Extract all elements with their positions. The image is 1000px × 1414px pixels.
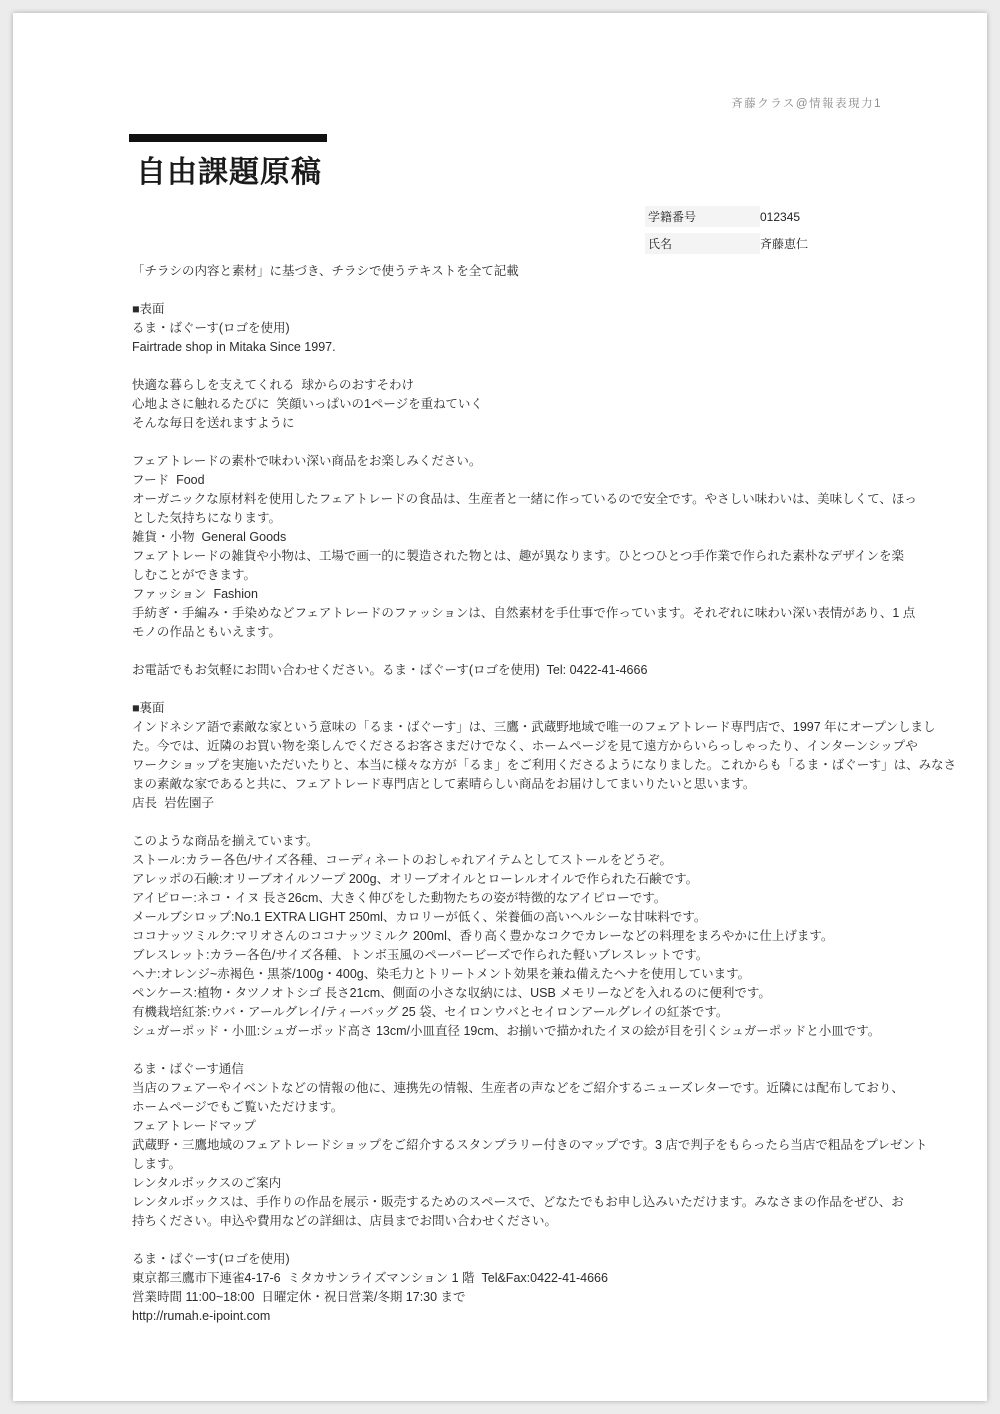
body-line	[132, 642, 932, 661]
body-line: インドネシア語で素敵な家という意味の「るま・ばぐーす」は、三鷹・武蔵野地域で唯一のフェアトレード専門店で、1997 年にオープンしまし	[132, 720, 936, 734]
page-title: 自由課題原稿	[136, 156, 322, 189]
body-line: ■表面	[132, 302, 165, 316]
body-line: るま・ばぐーす通信	[132, 1062, 244, 1076]
body-line: フェアトレードの雑貨や小物は、工場で画一的に製造された物とは、趣が異なります。ひとつひとつ手作業で作られた素朴なデザインを楽	[132, 549, 905, 563]
body-line: お電話でもお気軽にお問い合わせください。るま・ばぐーす(ロゴを使用) Tel: 0422-41-4666	[132, 663, 648, 677]
body-line: ペンケース:植物・タツノオトシゴ 長さ21cm、側面の小さな収納には、USB メモリーなどを入れるのに便利です。	[132, 986, 771, 1000]
student-id-row	[645, 203, 808, 230]
student-info-table	[645, 203, 808, 257]
body-line: 営業時間 11:00~18:00 日曜定休・祝日営業/冬期 17:30 まで	[132, 1290, 466, 1304]
body-line: ホームページでもご覧いただけます。	[132, 1100, 344, 1114]
body-line: ココナッツミルク:マリオさんのココナッツミルク 200ml、香り高く豊かなコクでカレーなどの料理をまろやかに仕上げます。	[132, 929, 834, 943]
body-line: 「チラシの内容と素材」に基づき、チラシで使うテキストを全て記載	[132, 264, 519, 278]
body-line: フェアトレードマップ	[132, 1119, 256, 1133]
body-line: ブレスレット:カラー各色/サイズ各種、トンボ玉風のペーパービーズで作られた軽いブレスレットです。	[132, 948, 709, 962]
body-line: 雑貨・小物 General Goods	[132, 530, 287, 544]
student-id-value: 012345	[760, 209, 801, 224]
body-line: レンタルボックスのご案内	[132, 1176, 282, 1190]
document-page	[13, 13, 987, 1401]
body-line: しむことができます。	[132, 568, 257, 582]
body-line: るま・ばぐーす(ロゴを使用)	[132, 1252, 290, 1266]
class-header-note: 斉藤クラス@情報表現力1	[731, 98, 882, 110]
body-line: 持ちください。申込や費用などの詳細は、店員までお問い合わせください。	[132, 1214, 558, 1228]
body-line: そんな毎日を送れますように	[132, 416, 295, 430]
body-line	[132, 680, 932, 699]
body-line: 武蔵野・三鷹地域のフェアトレードショップをご紹介するスタンプラリー付きのマップです。3 店で判子をもらったら当店で粗品をプレゼント	[132, 1138, 928, 1152]
body-line: 快適な暮らしを支えてくれる 球からのおすそわけ	[132, 378, 414, 392]
body-line: http://rumah.e-ipoint.com	[132, 1309, 271, 1323]
body-line	[132, 281, 932, 300]
body-line: 有機栽培紅茶:ウバ・アールグレイ/ティーバッグ 25 袋、セイロンウバとセイロンアールグレイの紅茶です。	[132, 1005, 729, 1019]
body-line: まの素敵な家であると共に、フェアトレード専門店として素晴らしい商品をお届けしてまいりたいと思います。	[132, 777, 756, 791]
body-line: オーガニックな原材料を使用したフェアトレードの食品は、生産者と一緒に作っているので安全です。やさしい味わいは、美味しくて、ほっ	[132, 492, 917, 506]
body-line: ファッション Fashion	[132, 587, 258, 601]
student-name-row	[645, 230, 808, 257]
student-id-label: 学籍番号	[645, 206, 760, 227]
body-line	[132, 1041, 932, 1060]
body-line: た。今では、近隣のお買い物を楽しんでくださるお客さまだけでなく、ホームページを見て遠方からいらっしゃったり、インターンシップや	[132, 739, 918, 753]
title-divider-bar	[129, 134, 327, 142]
body-line: アイピロー:ネコ・イヌ 長さ26cm、大きく伸びをした動物たちの姿が特徴的なアイピローです。	[132, 891, 667, 905]
body-line	[132, 433, 932, 452]
body-line: 手紡ぎ・手編み・手染めなどフェアトレードのファッションは、自然素材を手仕事で作っています。それぞれに味わい深い表情があり、1 点	[132, 606, 916, 620]
body-line: Fairtrade shop in Mitaka Since 1997.	[132, 340, 336, 354]
body-line: アレッポの石鹸:オリーブオイルソープ 200g、オリーブオイルとローレルオイルで作られた石鹸です。	[132, 872, 699, 886]
body-line: ヘナ:オレンジ~赤褐色・黒茶/100g・400g、染毛力とトリートメント効果を兼ね備えたヘナを使用しています。	[132, 967, 751, 981]
body-line: 東京都三鷹市下連雀4-17-6 ミタカサンライズマンション 1 階 Tel&Fax:0422-41-4666	[132, 1271, 608, 1285]
body-line: 店長 岩佐園子	[132, 796, 214, 810]
manuscript-body	[132, 262, 957, 1326]
student-name-value: 斉藤恵仁	[760, 237, 809, 251]
body-line: メールブシロップ:No.1 EXTRA LIGHT 250ml、カロリーが低く、栄養価の高いヘルシーな甘味料です。	[132, 910, 707, 924]
body-line	[132, 357, 932, 376]
body-line: とした気持ちになります。	[132, 511, 282, 525]
body-line: モノの作品ともいえます。	[132, 625, 281, 639]
body-line: ワークショップを実施いただいたりと、本当に様々な方が「るま」をご利用くださるようになりました。これからも「るま・ばぐーす」は、みなさ	[132, 758, 957, 772]
body-line: レンタルボックスは、手作りの作品を展示・販売するためのスペースで、どなたでもお申し込みいただけます。みなさまの作品をぜひ、お	[132, 1195, 904, 1209]
student-name-label: 氏名	[645, 233, 760, 254]
body-line: 心地よさに触れるたびに 笑顔いっぱいの1ページを重ねていく	[132, 397, 483, 411]
body-line: フェアトレードの素朴で味わい深い商品をお楽しみください。	[132, 454, 482, 468]
body-line: します。	[132, 1157, 182, 1171]
body-line: このような商品を揃えています。	[132, 834, 319, 848]
body-line: ■裏面	[132, 701, 165, 715]
body-line	[132, 813, 932, 832]
body-line: 当店のフェアーやイベントなどの情報の他に、連携先の情報、生産者の声などをご紹介するニューズレターです。近隣には配布しており、	[132, 1081, 904, 1095]
body-line	[132, 1231, 932, 1250]
body-line: るま・ばぐーす(ロゴを使用)	[132, 321, 290, 335]
body-line: ストール:カラー各色/サイズ各種、コーディネートのおしゃれアイテムとしてストールをどうぞ。	[132, 853, 672, 867]
body-line: シュガーポッド・小皿:シュガーポッド高さ 13cm/小皿直径 19cm、お揃いで描かれたイヌの絵が目を引くシュガーポッドと小皿です。	[132, 1024, 881, 1038]
body-line: フード Food	[132, 473, 205, 487]
